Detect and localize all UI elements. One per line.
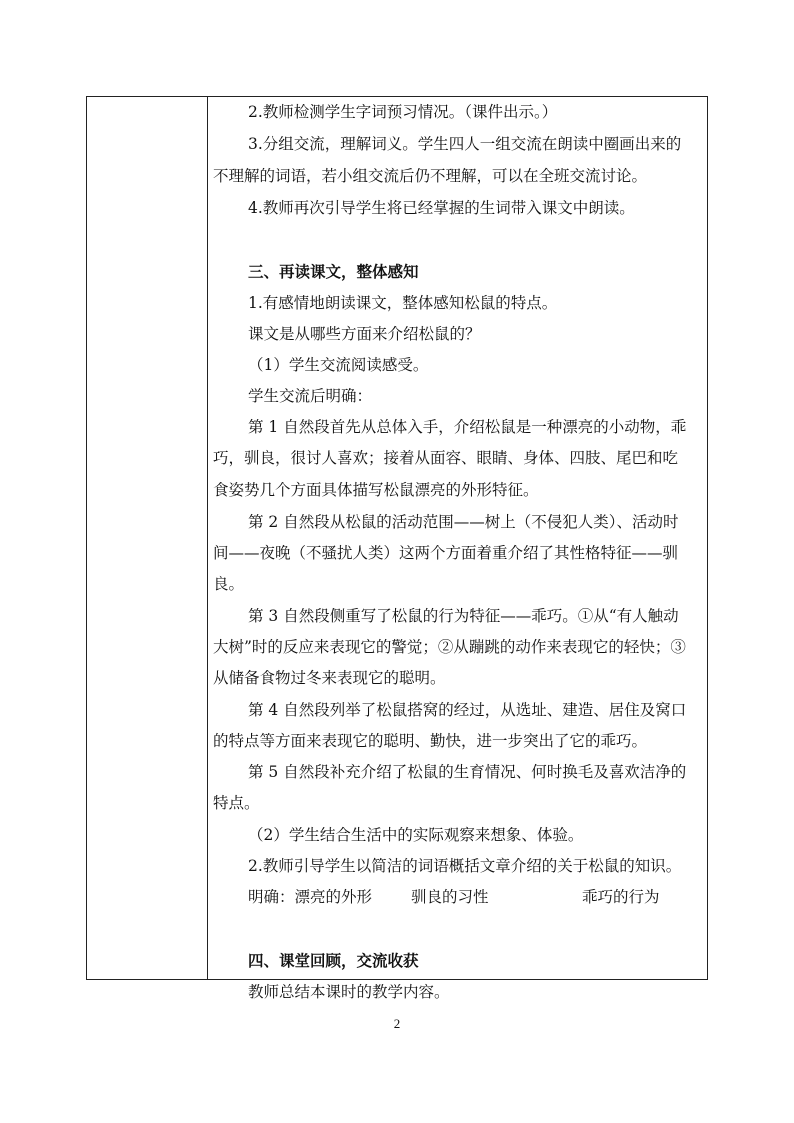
summary-item-label: 明确：漂亮的外形: [248, 888, 373, 906]
text-line: 第 4 自然段列举了松鼠搭窝的经过，从选址、建造、居住及窝口: [248, 701, 687, 719]
text-line: 的特点等方面来表现它的聪明、勤快，进一步突出了它的乖巧。: [213, 732, 648, 750]
text-line: 第 2 自然段从松鼠的活动范围——树上（不侵犯人类）、活动时: [248, 513, 679, 531]
text-line: 不理解的词语，若小组交流后仍不理解，可以在全班交流讨论。: [213, 167, 648, 185]
text-line: 第 1 自然段首先从总体入手，介绍松鼠是一种漂亮的小动物，乖: [248, 418, 687, 436]
text-line: 大树”时的反应来表现它的警觉；②从蹦跳的动作来表现它的轻快；③: [213, 638, 686, 656]
text-line: 4.教师再次引导学生将已经掌握的生词带入课文中朗读。: [248, 199, 635, 217]
section-heading: 三、再读课文，整体感知: [248, 263, 419, 281]
summary-item: 驯良的习性: [411, 888, 489, 906]
text-line: 第 3 自然段侧重写了松鼠的行为特征——乖巧。①从“有人触动: [248, 607, 679, 625]
lesson-table: [86, 96, 708, 980]
text-line: 课文是从哪些方面来介绍松鼠的？: [248, 325, 481, 343]
text-line: 从储备食物过冬来表现它的聪明。: [213, 669, 446, 687]
text-line: 3.分组交流，理解词义。学生四人一组交流在朗读中圈画出来的: [248, 135, 682, 153]
text-line: （1）学生交流阅读感受。: [248, 356, 429, 374]
text-line: 间——夜晚（不骚扰人类）这两个方面着重介绍了其性格特征——驯: [213, 544, 679, 562]
text-line: 教师总结本课时的教学内容。: [248, 983, 450, 1001]
text-line: 2.教师检测学生字词预习情况。（课件出示。）: [248, 103, 558, 121]
text-line: 食姿势几个方面具体描写松鼠漂亮的外形特征。: [213, 481, 539, 499]
text-line: 良。: [213, 575, 245, 593]
summary-item: 乖巧的行为: [582, 888, 660, 906]
text-line: （2）学生结合生活中的实际观察来想象、体验。: [248, 826, 584, 844]
text-line: 1.有感情地朗读课文，整体感知松鼠的特点。: [248, 294, 558, 312]
text-line: 特点。: [213, 794, 260, 812]
page-number: 2: [393, 1016, 401, 1031]
text-line: 第 5 自然段补充介绍了松鼠的生育情况、何时换毛及喜欢洁净的: [248, 763, 687, 781]
column-divider: [207, 97, 208, 979]
text-line: 2.教师引导学生以简洁的词语概括文章介绍的关于松鼠的知识。: [248, 857, 682, 875]
text-line: 巧，驯良，很讨人喜欢；接着从面容、眼睛、身体、四肢、尾巴和吃: [213, 449, 679, 467]
text-line: 学生交流后明确：: [248, 387, 373, 405]
section-heading: 四、课堂回顾，交流收获: [248, 952, 419, 970]
